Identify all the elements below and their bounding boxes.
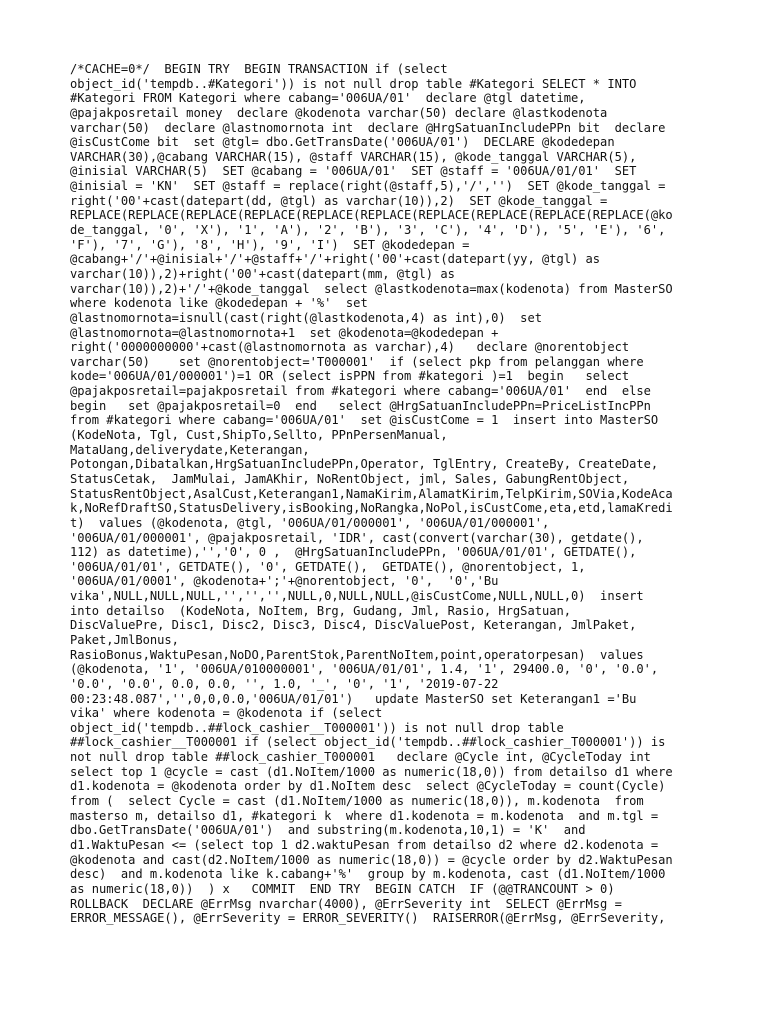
- code-line: 'F'), '7', 'G'), '8', 'H'), '9', 'I') SET @kodedepan =: [70, 237, 470, 252]
- code-line: select top 1 @cycle = cast (d1.NoItem/1000 as numeric(18,0)) from detailso d1 where: [70, 764, 673, 779]
- code-line: varchar(10)),2)+'/'+@kode_tanggal select @lastkodenota=max(kodenota) from MasterSO: [70, 281, 673, 296]
- code-line: '006UA/01/000001', @pajakposretail, 'IDR', cast(convert(varchar(30), getdate(),: [70, 530, 644, 545]
- code-line: d1.WaktuPesan <= (select top 1 d2.waktuPesan from detailso d2 where d2.kodenota =: [70, 837, 659, 852]
- code-line: MataUang,deliverydate,Keterangan,: [70, 442, 310, 457]
- code-line: @lastnomornota=@lastnomornota+1 set @kodenota=@kodedepan +: [70, 325, 499, 340]
- sql-document-body: [70, 62, 750, 926]
- code-line: /*CACHE=0*/ BEGIN TRY BEGIN TRANSACTION if (select: [70, 62, 448, 76]
- code-line: ERROR_MESSAGE(), @ErrSeverity = ERROR_SEVERITY() RAISERROR(@ErrMsg, @ErrSeverity,: [70, 911, 666, 926]
- code-line: 00:23:48.087','',0,0,0.0,'006UA/01/01') update MasterSO set Keterangan1 ='Bu: [70, 691, 637, 706]
- code-line: ROLLBACK DECLARE @ErrMsg nvarchar(4000), @ErrSeverity int SELECT @ErrMsg =: [70, 896, 622, 911]
- code-line: @isCustCome bit set @tgl= dbo.GetTransDate('006UA/01') DECLARE @kodedepan: [70, 135, 615, 150]
- code-line: into detailso (KodeNota, NoItem, Brg, Gudang, Jml, Rasio, HrgSatuan,: [70, 603, 572, 618]
- code-line: '006UA/01/01', GETDATE(), '0', GETDATE(), GETDATE(), @norentobject, 1,: [70, 559, 586, 574]
- code-line: desc) and m.kodenota like k.cabang+'%' group by m.kodenota, cast (d1.NoItem/1000: [70, 867, 666, 882]
- code-line: @inisial VARCHAR(5) SET @cabang = '006UA/01' SET @staff = '006UA/01/01' SET: [70, 164, 637, 179]
- code-line: object_id('tempdb..#Kategori')) is not null drop table #Kategori SELECT * INTO: [70, 76, 637, 91]
- code-line: StatusCetak, JamMulai, JamAKhir, NoRentObject, jml, Sales, GabungRentObject,: [70, 471, 630, 486]
- code-line: varchar(10)),2)+right('00'+cast(datepart(mm, @tgl) as: [70, 266, 455, 281]
- code-line: REPLACE(REPLACE(REPLACE(REPLACE(REPLACE(REPLACE(REPLACE(REPLACE(REPLACE(REPLACE(@ko: [70, 208, 673, 223]
- code-line: de_tanggal, '0', 'X'), '1', 'A'), '2', 'B'), '3', 'C'), '4', 'D'), '5', 'E'), '6',: [70, 223, 666, 238]
- code-line: ##lock_cashier__T000001 if (select object_id('tempdb..##lock_cashier_T000001')) is: [70, 735, 666, 750]
- code-line: right('0000000000'+cast(@lastnomornota as varchar),4) declare @norentobject: [70, 340, 630, 355]
- code-line: right('00'+cast(datepart(dd, @tgl) as varchar(10)),2) SET @kode_tanggal =: [70, 193, 608, 208]
- code-line: StatusRentObject,AsalCust,Keterangan1,NamaKirim,AlamatKirim,TelpKirim,SOVia,KodeAca: [70, 486, 673, 501]
- code-line: (@kodenota, '1', '006UA/010000001', '006UA/01/01', 1.4, '1', 29400.0, '0', '0.0',: [70, 662, 659, 677]
- code-line: dbo.GetTransDate('006UA/01') and substring(m.kodenota,10,1) = 'K' and: [70, 823, 586, 838]
- code-line: t) values (@kodenota, @tgl, '006UA/01/000001', '006UA/01/000001',: [70, 515, 550, 530]
- code-line: Paket,JmlBonus,: [70, 632, 179, 647]
- code-line: @pajakposretail money declare @kodenota varchar(50) declare @lastkodenota: [70, 105, 608, 120]
- code-line: VARCHAR(30),@cabang VARCHAR(15), @staff VARCHAR(15), @kode_tanggal VARCHAR(5),: [70, 149, 637, 164]
- code-line: @kodenota and cast(d2.NoItem/1000 as numeric(18,0)) = @cycle order by d2.WaktuPesan: [70, 852, 673, 867]
- code-line: masterso m, detailso d1, #kategori k where d1.kodenota = m.kodenota and m.tgl =: [70, 808, 659, 823]
- code-line: varchar(50) declare @lastnomornota int declare @HrgSatuanIncludePPn bit declare: [70, 120, 666, 135]
- code-line: @lastnomornota=isnull(cast(right(@lastkodenota,4) as int),0) set: [70, 310, 542, 325]
- code-line: vika',NULL,NULL,NULL,'','','',NULL,0,NULL,NULL,@isCustCome,NULL,NULL,0) insert: [70, 589, 644, 604]
- code-line: d1.kodenota = @kodenota order by d1.NoItem desc select @CycleToday = count(Cycle): [70, 779, 666, 794]
- code-line: object_id('tempdb..##lock_cashier__T000001')) is not null drop table: [70, 720, 564, 735]
- code-line: Potongan,Dibatalkan,HrgSatuanIncludePPn,Operator, TglEntry, CreateBy, CreateDate,: [70, 457, 659, 472]
- code-line: from ( select Cycle = cast (d1.NoItem/1000 as numeric(18,0)), m.kodenota from: [70, 794, 644, 809]
- code-line: @inisial = 'KN' SET @staff = replace(right(@staff,5),'/','') SET @kode_tanggal =: [70, 179, 666, 194]
- code-line: as numeric(18,0)) ) x COMMIT END TRY BEGIN CATCH IF (@@TRANCOUNT > 0): [70, 881, 615, 896]
- code-line: 112) as datetime),'','0', 0 , @HrgSatuanIncludePPn, '006UA/01/01', GETDATE(),: [70, 545, 637, 560]
- code-line: varchar(50) set @norentobject='T000001' if (select pkp from pelanggan where: [70, 354, 644, 369]
- code-line: @pajakposretail=pajakposretail from #kategori where cabang='006UA/01' end else: [70, 384, 651, 399]
- code-line: DiscValuePre, Disc1, Disc2, Disc3, Disc4, DiscValuePost, Keterangan, JmlPaket,: [70, 618, 637, 633]
- code-line: kode='006UA/01/000001')=1 OR (select isPPN from #kategori )=1 begin select: [70, 369, 630, 384]
- code-line: '0.0', '0.0', 0.0, 0.0, '', 1.0, '_', '0', '1', '2019-07-22: [70, 676, 499, 691]
- code-line: where kodenota like @kodedepan + '%' set: [70, 296, 368, 311]
- code-line: '006UA/01/0001', @kodenota+';'+@norentobject, '0', '0','Bu: [70, 574, 499, 589]
- code-line: (KodeNota, Tgl, Cust,ShipTo,Sellto, PPnPersenManual,: [70, 428, 448, 443]
- code-line: k,NoRefDraftSO,StatusDelivery,isBooking,NoRangka,NoPol,isCustCome,eta,etd,lamaKredi: [70, 501, 673, 516]
- code-line: RasioBonus,WaktuPesan,NoDO,ParentStok,ParentNoItem,point,operatorpesan) values: [70, 647, 644, 662]
- code-line: not null drop table ##lock_cashier_T000001 declare @Cycle int, @CycleToday int: [70, 750, 651, 765]
- code-line: #Kategori FROM Kategori where cabang='006UA/01' declare @tgl datetime,: [70, 91, 586, 106]
- code-line: from #kategori where cabang='006UA/01' set @isCustCome = 1 insert into MasterSO: [70, 413, 659, 428]
- code-line: begin set @pajakposretail=0 end select @HrgSatuanIncludePPn=PriceListIncPPn: [70, 398, 651, 413]
- code-line: vika' where kodenota = @kodenota if (select: [70, 706, 383, 721]
- code-line: @cabang+'/'+@inisial+'/'+@staff+'/'+right('00'+cast(datepart(yy, @tgl) as: [70, 252, 601, 267]
